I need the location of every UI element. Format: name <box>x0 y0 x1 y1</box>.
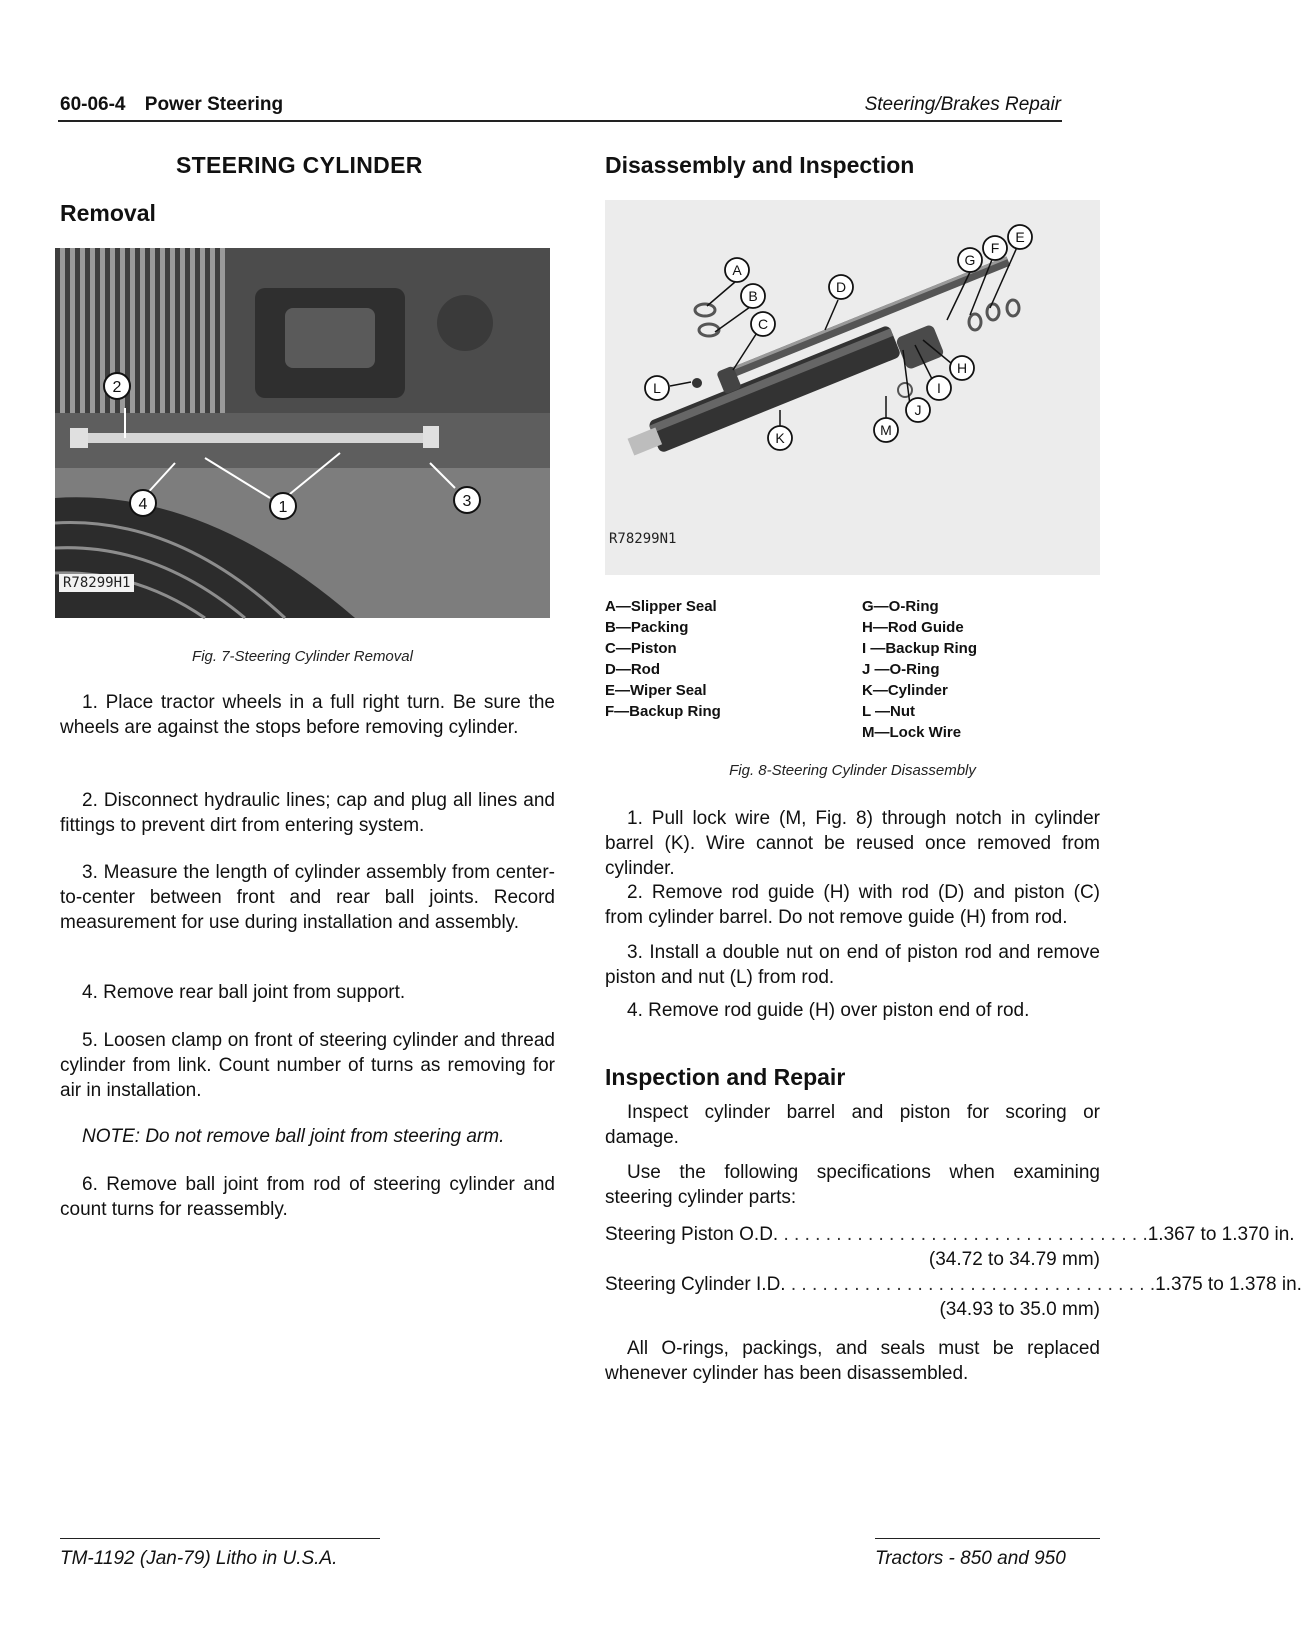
inspection-text-1: Inspect cylinder barrel and piston for scoring or damage. <box>605 1102 1100 1148</box>
svg-text:E: E <box>1015 229 1025 245</box>
svg-text:I: I <box>937 380 941 396</box>
svg-text:A: A <box>732 262 742 278</box>
svg-text:F: F <box>990 240 1000 256</box>
removal-step-6: 6. Remove ball joint from rod of steering cylinder and count turns for reassembly. <box>60 1174 555 1220</box>
removal-heading: Removal <box>60 200 156 226</box>
legend-item-k: K—Cylinder <box>862 682 948 699</box>
svg-text:D: D <box>835 279 847 295</box>
svg-text:K: K <box>775 430 785 446</box>
figure-7-caption: Fig. 7-Steering Cylinder Removal <box>192 648 413 665</box>
callout-J <box>906 398 930 422</box>
page-number: 60-06-4 <box>60 94 126 115</box>
legend-left <box>605 596 721 722</box>
footer-rule-right <box>875 1538 1100 1539</box>
legend-item-i: I —Backup Ring <box>862 640 978 657</box>
spec-cylinder-metric: (34.93 to 35.0 mm) <box>939 1299 1100 1320</box>
svg-text:H: H <box>956 360 968 376</box>
legend-item-a: A—Slipper Seal <box>605 598 717 615</box>
callout-D <box>829 275 853 299</box>
legend-item-e: E—Wiper Seal <box>605 682 707 699</box>
section-name: Power Steering <box>144 94 284 115</box>
legend-item-h: H—Rod Guide <box>862 619 964 636</box>
callout-K <box>768 426 792 450</box>
legend-right <box>862 596 977 743</box>
tractor-photo-illustration <box>55 248 550 618</box>
callout-2 <box>104 373 130 399</box>
inspection-heading: Inspection and Repair <box>605 1064 846 1090</box>
disassembly-step-1: 1. Pull lock wire (M, Fig. 8) through notch in cylinder barrel (K). Wire cannot be reused once removed from cylinder. <box>605 808 1100 879</box>
figure-8-photo <box>605 200 1100 575</box>
callout-1 <box>270 493 296 519</box>
callout-I <box>927 376 951 400</box>
disassembly-heading: Disassembly and Inspection <box>605 152 915 178</box>
figure-7-tag: R78299H1 <box>59 574 134 592</box>
spec-leader-dots: . . . . . . . . . . . . . . . . . . . . . . . . . . . . . . . . . . . <box>785 1274 1156 1295</box>
section-title: STEERING CYLINDER <box>176 152 423 178</box>
figure-8-tag: R78299N1 <box>609 531 677 547</box>
callout-A <box>725 258 749 282</box>
svg-text:L: L <box>653 380 661 396</box>
legend-item-j: J —O-Ring <box>862 661 940 678</box>
removal-step-4: 4. Remove rear ball joint from support. <box>82 982 406 1003</box>
svg-text:C: C <box>757 316 769 332</box>
spec-piston-label: Steering Piston O.D. <box>605 1224 779 1245</box>
svg-text:4: 4 <box>138 496 148 513</box>
page-header-left <box>60 94 283 116</box>
spec-leader-dots: . . . . . . . . . . . . . . . . . . . . . . . . . . . . . . . . . . . <box>778 1224 1148 1245</box>
spec-piston <box>605 1222 1295 1272</box>
spec-cylinder <box>605 1272 1302 1322</box>
callout-L <box>645 376 669 400</box>
legend-item-d: D—Rod <box>605 661 660 678</box>
spec-piston-metric: (34.72 to 34.79 mm) <box>928 1249 1100 1270</box>
legend-item-g: G—O-Ring <box>862 598 939 615</box>
legend-item-f: F—Backup Ring <box>605 703 721 720</box>
callout-F <box>983 236 1007 260</box>
callout-3 <box>454 487 480 513</box>
footer-left: TM-1192 (Jan-79) Litho in U.S.A. <box>60 1548 338 1569</box>
removal-step-2: 2. Disconnect hydraulic lines; cap and plug all lines and fittings to prevent dirt from entering system. <box>60 790 555 836</box>
callout-M <box>874 418 898 442</box>
svg-text:M: M <box>880 422 892 438</box>
callout-G <box>958 248 982 272</box>
spec-piston-value: 1.367 to 1.370 in. <box>1147 1224 1295 1245</box>
legend-item-l: L —Nut <box>862 703 916 720</box>
removal-step-3: 3. Measure the length of cylinder assembly from center-to-center between front and rear ball joints. Record measurement for use during installation and assembly. <box>60 862 555 933</box>
header-rule <box>58 120 1062 122</box>
removal-step-5: 5. Loosen clamp on front of steering cylinder and thread cylinder from link. Count number of turns as removing for air in installation. <box>60 1030 555 1101</box>
footer-right: Tractors - 850 and 950 <box>875 1548 1066 1569</box>
inspection-text-2: Use the following specifications when examining steering cylinder parts: <box>605 1162 1100 1208</box>
callout-4 <box>130 490 156 516</box>
svg-text:3: 3 <box>462 493 472 510</box>
legend-item-m: M—Lock Wire <box>862 724 962 741</box>
callout-B <box>741 284 765 308</box>
svg-text:2: 2 <box>112 379 122 396</box>
cylinder-parts-illustration <box>605 200 1100 575</box>
spec-cylinder-label: Steering Cylinder I.D. <box>605 1274 786 1295</box>
svg-text:B: B <box>748 288 758 304</box>
callout-C <box>751 312 775 336</box>
svg-text:G: G <box>964 252 976 268</box>
svg-text:J: J <box>914 402 922 418</box>
spec-cylinder-value: 1.375 to 1.378 in. <box>1155 1274 1302 1295</box>
chapter-name: Steering/Brakes Repair <box>864 94 1061 115</box>
figure-8-caption: Fig. 8-Steering Cylinder Disassembly <box>729 762 976 779</box>
closing-text: All O-rings, packings, and seals must be replaced whenever cylinder has been disassembled. <box>605 1338 1100 1384</box>
callout-E <box>1008 225 1032 249</box>
disassembly-step-2: 2. Remove rod guide (H) with rod (D) and piston (C) from cylinder barrel. Do not remove guide (H) from rod. <box>605 882 1100 928</box>
removal-note: NOTE: Do not remove ball joint from steering arm. <box>82 1126 505 1147</box>
disassembly-step-4: 4. Remove rod guide (H) over piston end of rod. <box>627 1000 1030 1021</box>
removal-step-1: 1. Place tractor wheels in a full right turn. Be sure the wheels are against the stops before removing cylinder. <box>60 692 555 738</box>
figure-7-photo <box>55 248 550 618</box>
disassembly-step-3: 3. Install a double nut on end of piston rod and remove piston and nut (L) from rod. <box>605 942 1100 988</box>
footer-rule-left <box>60 1538 380 1539</box>
legend-item-b: B—Packing <box>605 619 689 636</box>
legend-item-c: C—Piston <box>605 640 677 657</box>
svg-text:1: 1 <box>278 499 288 516</box>
callout-H <box>950 356 974 380</box>
